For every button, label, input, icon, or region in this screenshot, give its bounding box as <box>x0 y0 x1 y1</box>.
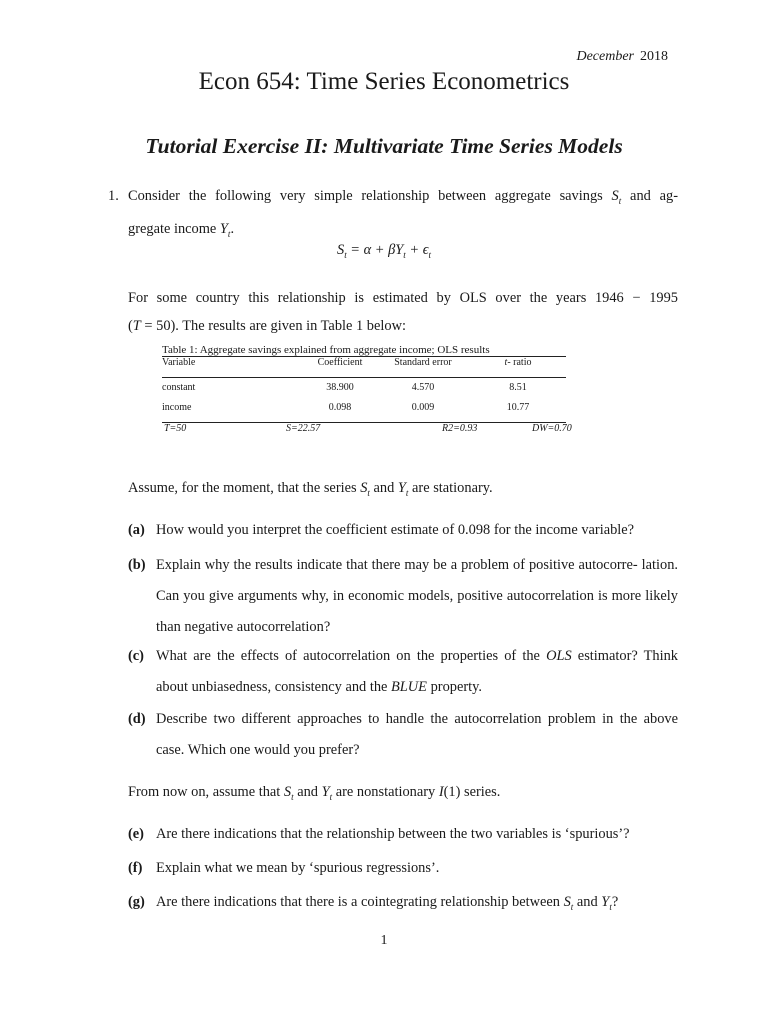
table-cell: 8.51 <box>509 382 527 393</box>
assumption-nonstationary: From now on, assume that $S_t$ and $Y_t$ are nonstationary I(1) series. <box>128 784 501 802</box>
table-header: Standard error <box>394 357 452 368</box>
estimation-line-2: (T = 50). The results are given in Table 1 below: <box>128 318 406 334</box>
page-number: 1 <box>380 933 388 948</box>
table-row <box>162 402 566 422</box>
subquestion-label: (g) <box>128 894 145 910</box>
subquestion-label: (e) <box>128 826 144 842</box>
table-footer-cell: DW=0.70 <box>532 423 572 434</box>
subquestion-text: What are the effects of autocorrelation on the properties of the OLS estimator? Think about unbiasedness, consistency and the BLUE property. <box>156 648 678 695</box>
table-caption: Table 1: Aggregate savings explained from aggregate income; OLS results <box>162 344 490 356</box>
subquestion-label: (c) <box>128 648 144 664</box>
regression-equation: $S_t = \alpha + \beta Y_t + \epsilon_t$ <box>336 242 432 260</box>
estimation-line-1: For some country this relationship is estimated by OLS over the years 1946 − 1995 <box>128 290 678 306</box>
subquestion-label: (b) <box>128 557 146 573</box>
table-cell: 0.098 <box>328 402 352 413</box>
assumption-stationary: Assume, for the moment, that the series $S_t$ and $Y_t$ are stationary. <box>128 480 493 498</box>
table-cell: constant <box>162 382 196 393</box>
subquestion-label: (f) <box>128 860 143 876</box>
question-intro <box>128 182 678 248</box>
subquestion-text: Are there indications that the relationship between the two variables is ‘spurious’? <box>156 826 630 842</box>
table-row <box>162 382 566 402</box>
subquestion-text: Are there indications that there is a cointegrating relationship between $S_t$ and $Y_t$? <box>156 894 619 912</box>
subquestion-text: Explain why the results indicate that there may be a problem of positive autocorre- lation. Can you give arguments why, in economic models, positive autocorrelation is more likely than negative autocorrelation? <box>156 557 678 635</box>
table-cell: 0.009 <box>411 402 435 413</box>
intro-line-2: gregate income $Y_t$. <box>128 220 235 239</box>
subquestion-text: Describe two different approaches to handle the autocorrelation problem in the above case. Which one would you prefer? <box>156 711 678 758</box>
exercise-title: Tutorial Exercise II: Multivariate Time Series Models <box>145 134 623 158</box>
table-cell: income <box>162 402 192 413</box>
question-number: 1. <box>108 188 119 204</box>
subquestion-label: (a) <box>128 522 145 538</box>
subquestion-text: Explain what we mean by ‘spurious regressions’. <box>156 860 440 876</box>
table-header: t- ratio <box>504 357 532 368</box>
intro-line-1: Consider the following very simple relationship between aggregate savings $S_t$ and ag- <box>128 188 678 206</box>
table-cell: 10.77 <box>506 402 530 413</box>
subquestion-text: How would you interpret the coefficient estimate of 0.098 for the income variable? <box>156 522 635 538</box>
table-header-row <box>162 357 566 371</box>
table-header: Variable <box>162 357 196 368</box>
results-table <box>162 344 572 437</box>
table-header: Coefficient <box>317 357 363 368</box>
date-month: December <box>576 49 634 64</box>
estimation-text <box>128 284 678 340</box>
table-footer-row <box>162 423 572 437</box>
table-cell: 38.900 <box>326 382 354 393</box>
table-footer-cell: T=50 <box>164 423 187 434</box>
table-footer-cell: R2=0.93 <box>442 423 478 434</box>
subquestion-label: (d) <box>128 711 146 727</box>
table-footer-cell: S=22.57 <box>286 423 321 434</box>
table-cell: 4.570 <box>411 382 435 393</box>
course-title: Econ 654: Time Series Econometrics <box>198 68 570 95</box>
document-date <box>576 49 668 65</box>
date-year: 2018 <box>640 49 668 64</box>
